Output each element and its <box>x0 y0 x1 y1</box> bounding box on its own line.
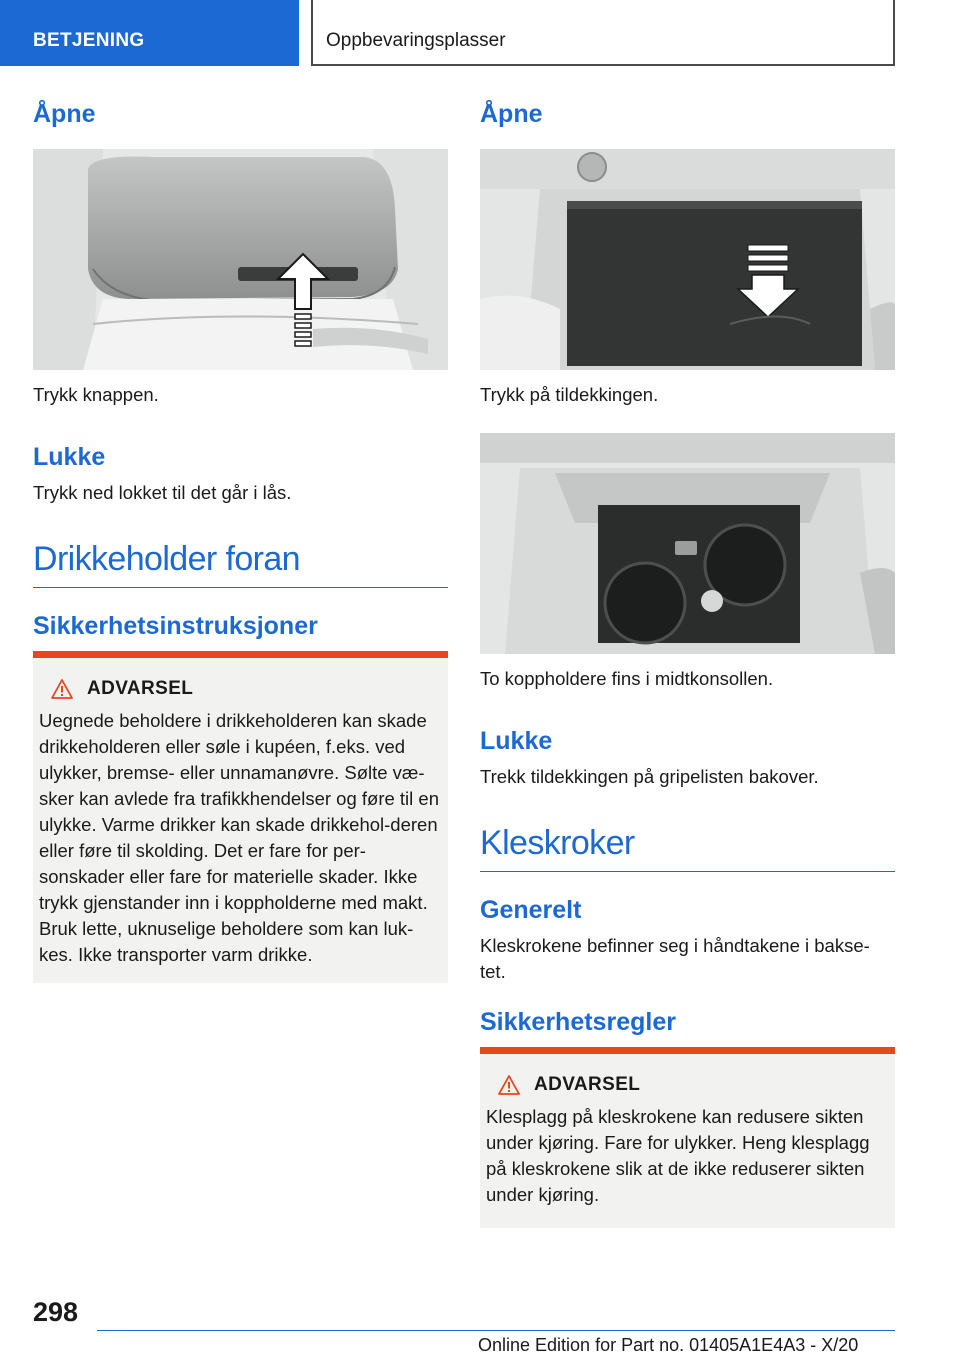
section-title-cupholder: Drikkeholder foran <box>33 540 448 588</box>
cover-press-illustration <box>480 149 895 370</box>
header-chapter-box <box>311 0 895 66</box>
armrest-open-caption: Trykk knappen. <box>33 384 159 405</box>
header-chapter-label: Oppbevaringsplasser <box>326 30 506 51</box>
cupholders-illustration <box>480 433 895 654</box>
cupholder-safety-heading: Sikkerhetsinstruksjoner <box>33 612 318 640</box>
section-title-coat-hooks: Kleskroker <box>480 824 895 872</box>
armrest-close-text: Trykk ned lokket til det går i lås. <box>33 482 292 503</box>
header-section-tab <box>0 0 299 66</box>
armrest-open-heading: Åpne <box>33 100 96 128</box>
cupholder-open-heading: Åpne <box>480 100 543 128</box>
page-number: 298 <box>33 1297 79 1327</box>
armrest-close-heading: Lukke <box>33 443 106 471</box>
warning-title: ADVARSEL <box>87 678 194 699</box>
cupholders-figure <box>480 433 895 654</box>
warning-header <box>498 1074 889 1096</box>
cover-press-caption: Trykk på tildekkingen. <box>480 384 659 405</box>
header-section-label: BETJENING <box>33 30 145 51</box>
cover-press-figure <box>480 149 895 370</box>
warning-text: Klesplagg på kleskrokene kan redusere sikten under kjøring. Fare for ulykker. Heng klesplagg på kleskrokene slik at de ikke reduserer sikten under kjøring. <box>486 1106 870 1205</box>
coat-hooks-warning-box <box>480 1047 895 1228</box>
warning-title: ADVARSEL <box>534 1074 641 1095</box>
armrest-illustration <box>33 149 448 370</box>
warning-triangle-icon <box>51 679 73 699</box>
warning-header <box>51 678 442 700</box>
footer-edition: Online Edition for Part no. 01405A1E4A3 - X/20 <box>478 1335 859 1355</box>
armrest-figure <box>33 149 448 370</box>
coat-hooks-safety-heading: Sikkerhetsregler <box>480 1008 676 1036</box>
warning-triangle-icon <box>498 1075 520 1095</box>
warning-text: Uegnede beholdere i drikkeholderen kan skade drikkeholderen eller søle i kupéen, f.eks. ved ulykker, bremse- eller unnamanøvre. Sølte væ-sker kan avlede fra trafikkhendelser og føre til en ulykke. Varme drikker kan skade drikkehol-deren eller føre til skolding. Det er fare for per-sonskader eller fare for materielle skader. Ikke trykk gjenstander inn i koppholderne med makt. Bruk lette, uknuselige beholdere som kan luk-kes. Ikke transporter varm drikke. <box>39 710 439 965</box>
cupholder-warning-box <box>33 651 448 983</box>
footer-divider <box>97 1330 895 1331</box>
coat-hooks-general-heading: Generelt <box>480 896 582 924</box>
coat-hooks-general-text: Kleskrokene befinner seg i håndtakene i bakse-tet. <box>480 935 870 982</box>
cover-close-heading: Lukke <box>480 727 553 755</box>
cupholders-caption: To koppholdere fins i midtkonsollen. <box>480 668 774 689</box>
cover-close-text: Trekk tildekkingen på gripelisten bakover. <box>480 766 819 787</box>
